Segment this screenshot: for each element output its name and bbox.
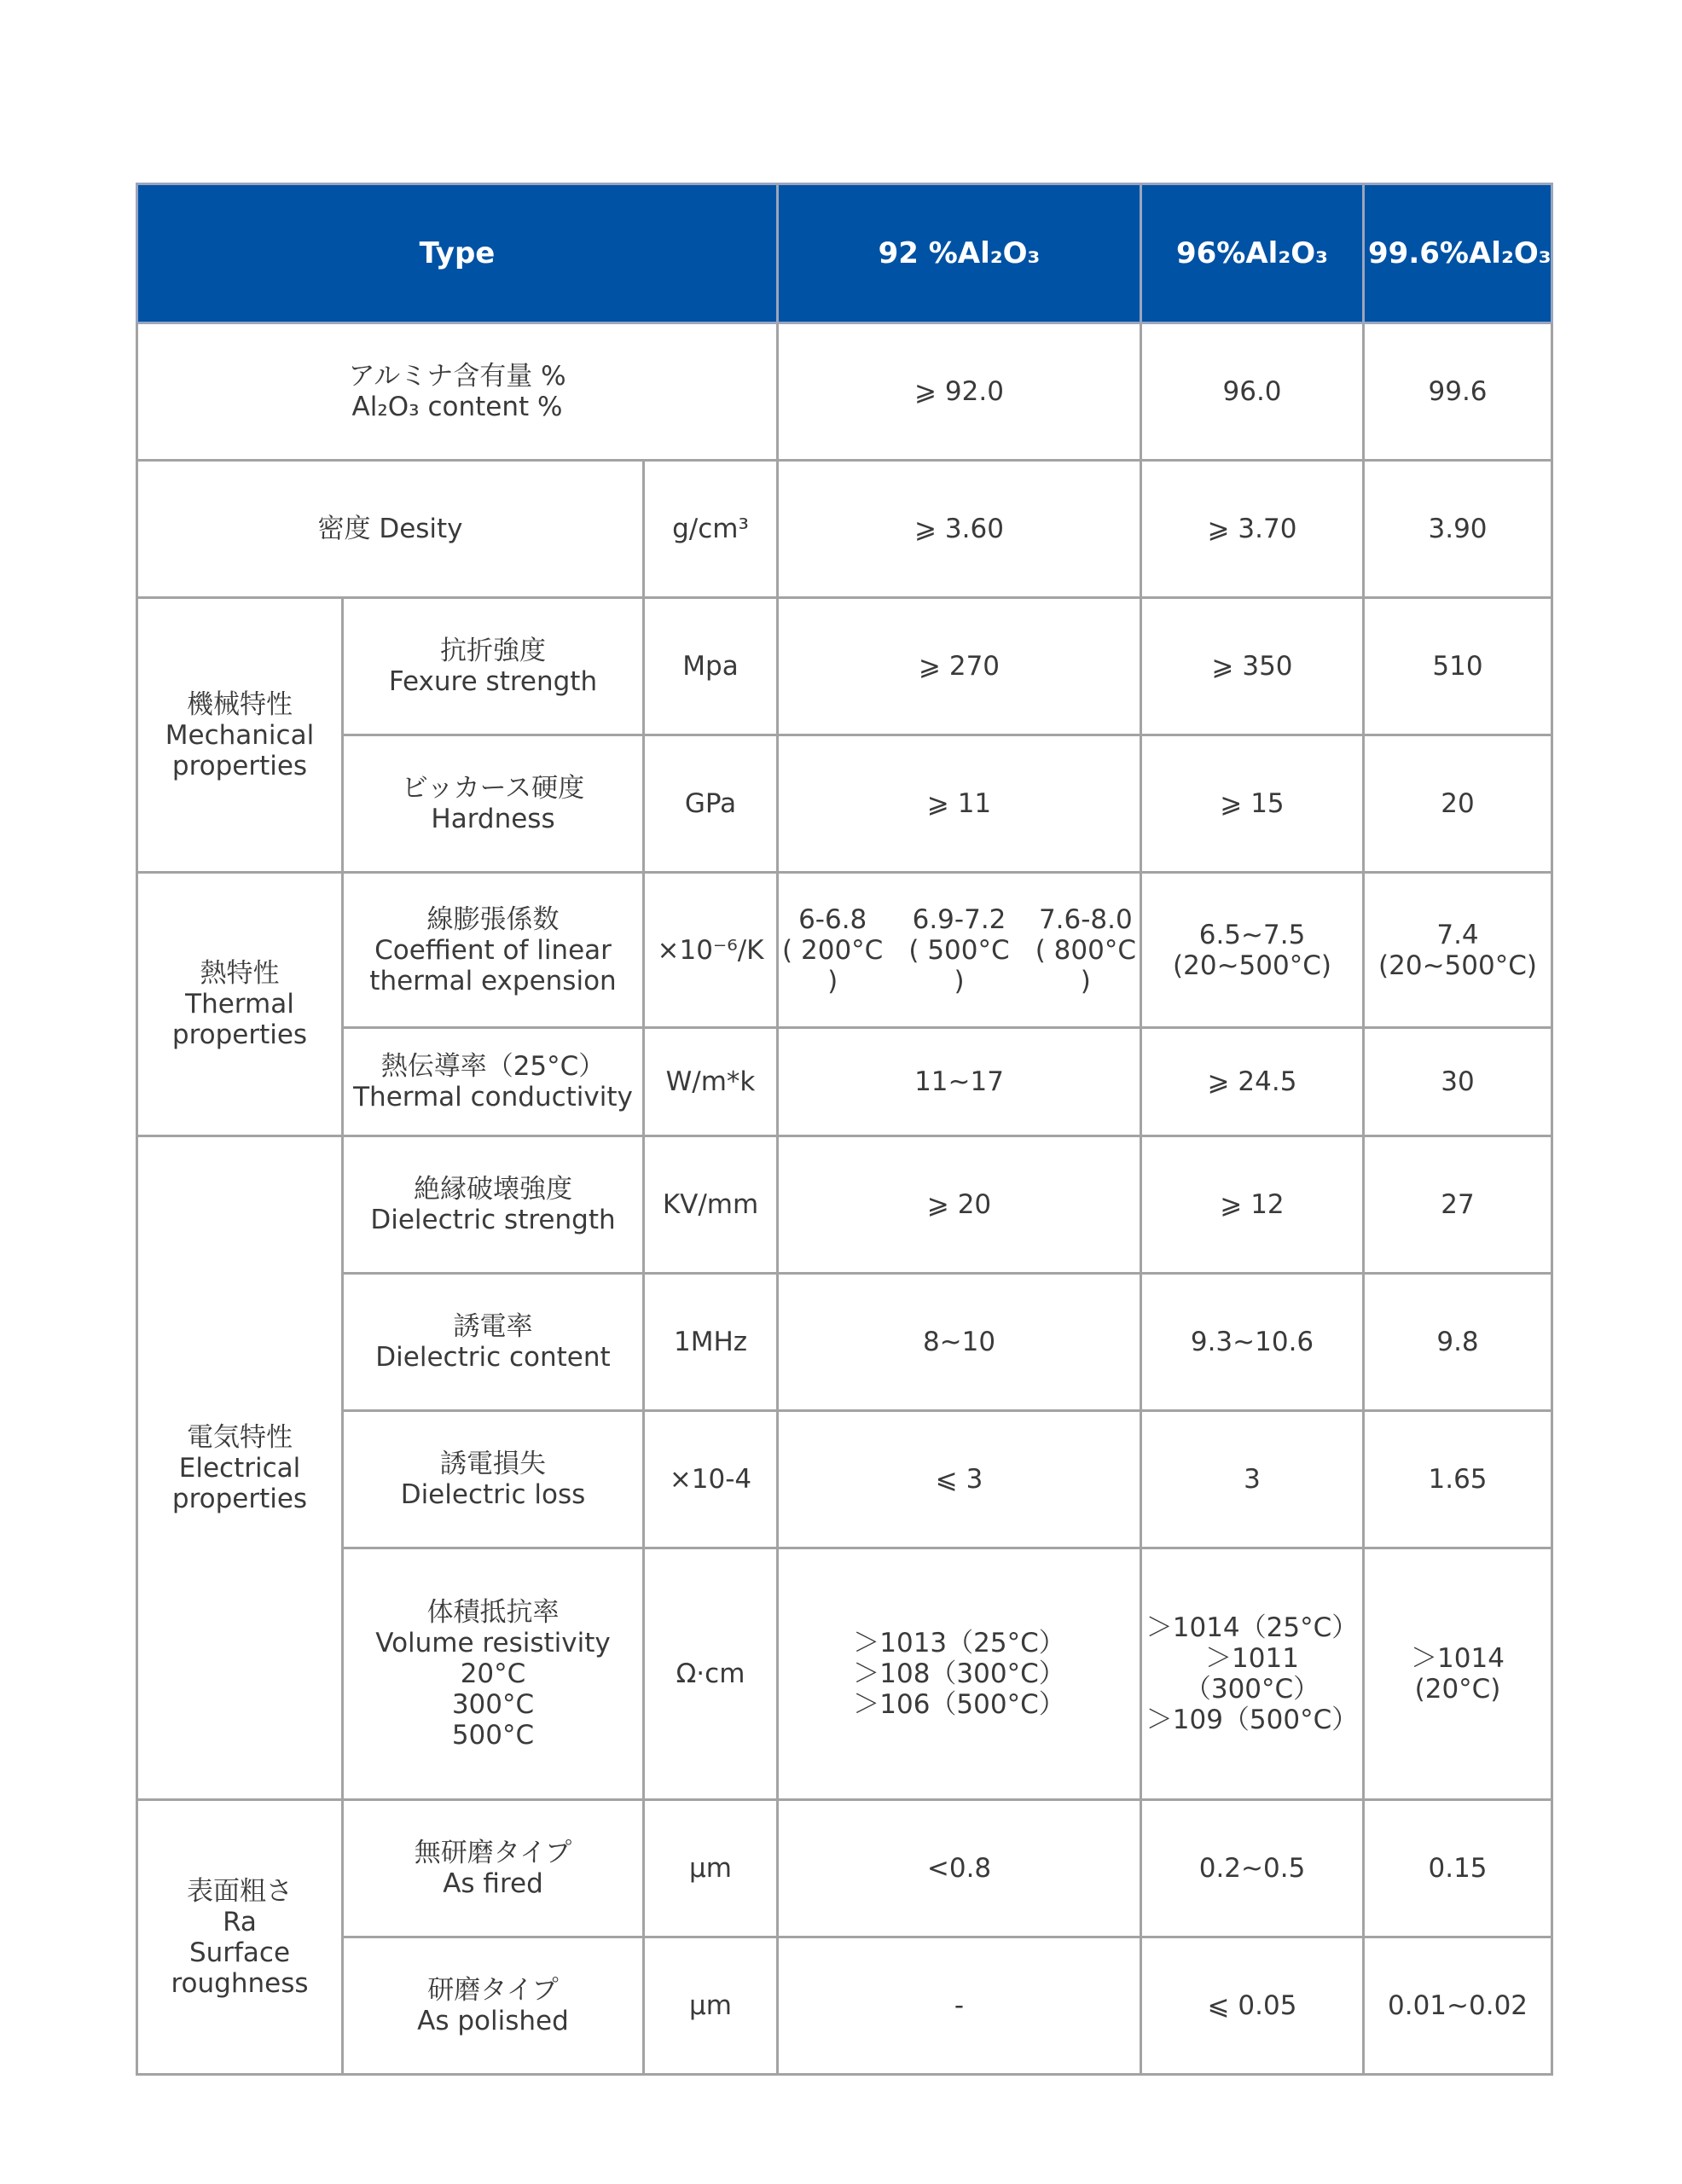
table-row (137, 1800, 1552, 1937)
dielectric-content-unit: 1MHz (644, 1274, 778, 1411)
dielectric-strength-99-6: 27 (1364, 1136, 1552, 1274)
as-fired-label: 無研磨タイプ As fired (343, 1800, 644, 1937)
table-row (137, 461, 1552, 598)
table-row (137, 1136, 1552, 1274)
expansion-96: 6.5~7.5 (20~500°C) (1141, 873, 1364, 1028)
density-label: 密度 Desity (137, 461, 644, 598)
expansion-92: 6-6.8 ( 200°C ) 6.9-7.2 ( 500°C ) 7.6-8.0 ( 800°C ) (778, 873, 1141, 1028)
hardness-92: ⩾ 11 (778, 735, 1141, 873)
density-92: ⩾ 3.60 (778, 461, 1141, 598)
hardness-96: ⩾ 15 (1141, 735, 1364, 873)
as-polished-unit: μm (644, 1937, 778, 2075)
dielectric-loss-99-6: 1.65 (1364, 1411, 1552, 1548)
dielectric-content-label: 誘電率 Dielectric content (343, 1274, 644, 1411)
table-row (137, 735, 1552, 873)
conductivity-96: ⩾ 24.5 (1141, 1028, 1364, 1136)
dielectric-strength-unit: KV/mm (644, 1136, 778, 1274)
table-row (137, 873, 1552, 1028)
table-row (137, 1028, 1552, 1136)
hardness-label: ビッカース硬度 Hardness (343, 735, 644, 873)
conductivity-label: 熱伝導率（25°C） Thermal conductivity (343, 1028, 644, 1136)
content-label: アルミナ含有量 % Al₂O₃ content % (137, 323, 778, 461)
table-row (137, 323, 1552, 461)
flexure-92: ⩾ 270 (778, 598, 1141, 735)
table-row (137, 1411, 1552, 1548)
as-fired-96: 0.2~0.5 (1141, 1800, 1364, 1937)
flexure-99-6: 510 (1364, 598, 1552, 735)
dielectric-content-92: 8~10 (778, 1274, 1141, 1411)
resistivity-99-6: ＞1014 (20°C) (1364, 1548, 1552, 1800)
content-92: ⩾ 92.0 (778, 323, 1141, 461)
properties-table (136, 183, 1553, 2076)
conductivity-99-6: 30 (1364, 1028, 1552, 1136)
as-fired-unit: μm (644, 1800, 778, 1937)
density-96: ⩾ 3.70 (1141, 461, 1364, 598)
resistivity-label: 体積抵抗率 Volume resistivity 20°C 300°C 500°C (343, 1548, 644, 1800)
dielectric-loss-unit: ×10-4 (644, 1411, 778, 1548)
content-96: 96.0 (1141, 323, 1364, 461)
as-fired-92: <0.8 (778, 1800, 1141, 1937)
header-92: 92 %Al₂O₃ (778, 184, 1141, 323)
as-polished-92: - (778, 1937, 1141, 2075)
group-mechanical: 機械特性 Mechanical properties (137, 598, 343, 873)
expansion-99-6: 7.4 (20~500°C) (1364, 873, 1552, 1028)
hardness-unit: GPa (644, 735, 778, 873)
header-row (137, 184, 1552, 323)
header-type: Type (137, 184, 778, 323)
table-row (137, 1274, 1552, 1411)
conductivity-unit: W/m*k (644, 1028, 778, 1136)
dielectric-strength-96: ⩾ 12 (1141, 1136, 1364, 1274)
flexure-unit: Mpa (644, 598, 778, 735)
as-polished-99-6: 0.01~0.02 (1364, 1937, 1552, 2075)
resistivity-96: ＞1014（25°C） ＞1011（300°C） ＞109（500°C） (1141, 1548, 1364, 1800)
flexure-96: ⩾ 350 (1141, 598, 1364, 735)
hardness-99-6: 20 (1364, 735, 1552, 873)
dielectric-strength-92: ⩾ 20 (778, 1136, 1141, 1274)
as-polished-96: ⩽ 0.05 (1141, 1937, 1364, 2075)
content-99-6: 99.6 (1364, 323, 1552, 461)
resistivity-unit: Ω·cm (644, 1548, 778, 1800)
expansion-label: 線膨張係数 Coeffient of linear thermal expension (343, 873, 644, 1028)
dielectric-loss-96: 3 (1141, 1411, 1364, 1548)
group-electrical: 電気特性 Electrical properties (137, 1136, 343, 1800)
flexure-label: 抗折強度 Fexure strength (343, 598, 644, 735)
header-96: 96%Al₂O₃ (1141, 184, 1364, 323)
as-fired-99-6: 0.15 (1364, 1800, 1552, 1937)
table-row (137, 1937, 1552, 2075)
resistivity-92: ＞1013（25°C） ＞108（300°C） ＞106（500°C） (778, 1548, 1141, 1800)
group-thermal: 熱特性 Thermal properties (137, 873, 343, 1136)
expansion-unit: ×10⁻⁶/K (644, 873, 778, 1028)
header-99-6: 99.6%Al₂O₃ (1364, 184, 1552, 323)
dielectric-content-96: 9.3~10.6 (1141, 1274, 1364, 1411)
conductivity-92: 11~17 (778, 1028, 1141, 1136)
group-surface: 表面粗さ Ra Surface roughness (137, 1800, 343, 2075)
dielectric-loss-label: 誘電損失 Dielectric loss (343, 1411, 644, 1548)
density-99-6: 3.90 (1364, 461, 1552, 598)
density-unit: g/cm³ (644, 461, 778, 598)
table-row (137, 598, 1552, 735)
dielectric-content-99-6: 9.8 (1364, 1274, 1552, 1411)
table-row (137, 1548, 1552, 1800)
as-polished-label: 研磨タイプ As polished (343, 1937, 644, 2075)
dielectric-loss-92: ⩽ 3 (778, 1411, 1141, 1548)
dielectric-strength-label: 絶縁破壊強度 Dielectric strength (343, 1136, 644, 1274)
